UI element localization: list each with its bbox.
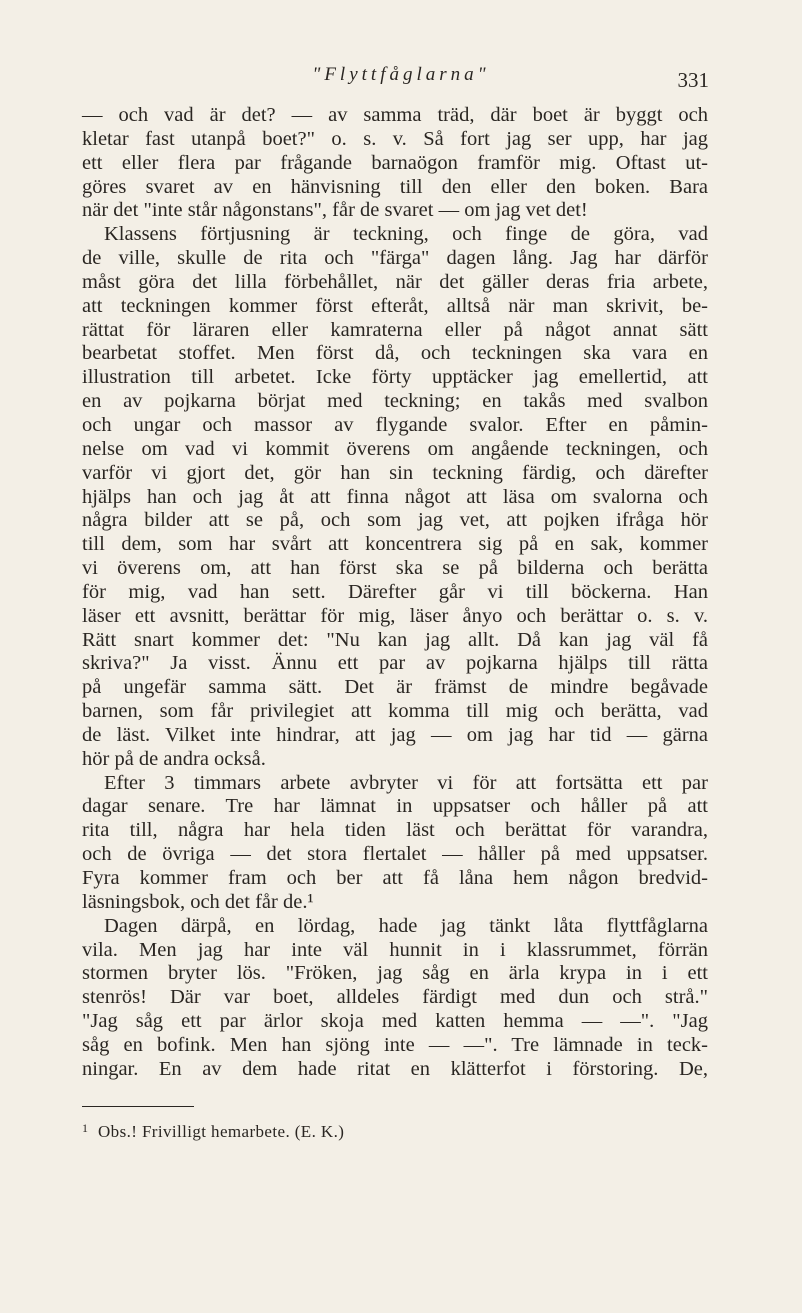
text-line: och ungar och massor av flygande svalor. Efter en påmin- [82,413,708,436]
text-line: läsningsbok, och det får de.¹ [82,890,314,913]
text-line: barnen, som får privilegiet att komma till mig och berätta, vad [82,700,708,723]
text-line: illustration till arbetet. Icke förty upptäcker jag emellertid, att [82,366,708,389]
text-line: när det "inte står någonstans", får de svaret — om jag vet det! [82,199,588,222]
footnote [82,1117,344,1143]
text-line: dagar senare. Tre har lämnat in uppsatser och håller på att [82,795,708,818]
text-line: — och vad är det? — av samma träd, där boet är byggt och [82,104,708,126]
text-line: Klassens förtjusning är teckning, och finge de göra, vad [104,223,708,246]
body-text [82,104,708,1082]
text-line: hör på de andra också. [82,747,266,770]
text-line: "Jag såg ett par ärlor skoja med katten hemma — —". "Jag [82,1010,708,1033]
text-line: stormen bryter lös. "Fröken, jag såg en ärla krypa in i ett [82,962,708,985]
text-line: såg en bofink. Men han sjöng inte — —". Tre lämnade in teck- [82,1033,708,1056]
text-line: Fyra kommer fram och ber att få låna hem någon bredvid- [82,867,708,889]
text-line: de läst. Vilket inte hindrar, att jag — om jag har tid — gärna [82,723,708,746]
text-line: hjälps han och jag åt att finna något att läsa om svalorna och [82,485,708,508]
text-line: måst göra det lilla förbehållet, när det gäller deras fria arbete, [82,270,708,293]
text-line: skriva?" Ja visst. Ännu ett par av pojkarna hjälps till rätta [82,652,708,675]
footnote-rule [82,1106,194,1107]
text-line: rita till, några har hela tiden läst och berättat för varandra, [82,819,708,842]
running-title: "Flyttfåglarna" [312,64,490,85]
text-line: stenrös! Där var boet, alldeles färdigt med dun och strå." [82,986,708,1009]
text-line: på ungefär samma sätt. Det är främst de mindre begåvade [82,676,708,699]
text-line: att teckningen kommer först efteråt, alltså när man skrivit, be- [82,294,708,317]
text-line: läser ett avsnitt, berättar för mig, läser ånyo och berättar o. s. v. [82,604,708,627]
running-head [0,64,802,94]
page-number: 331 [677,68,709,92]
footnote-text: Obs.! Frivilligt hemarbete. (E. K.) [98,1122,345,1141]
text-line: Dagen därpå, en lördag, hade jag tänkt låta flyttfåglarna [104,914,708,937]
text-line: vi överens om, att han först ska se på bilderna och berätta [82,557,708,580]
text-line: ett eller flera par frågande barnaögon framför mig. Oftast ut- [82,151,708,174]
footnote-marker: 1 [82,1121,88,1135]
text-line: rättat för läraren eller kamraterna eller på något annat sätt [82,318,708,341]
text-line: Rätt snart kommer det: "Nu kan jag allt. Då kan jag väl få [82,628,708,651]
text-line: en av pojkarna börjat med teckning; en takås med svalbon [82,390,708,413]
text-line: bearbetat stoffet. Men först då, och teckningen ska vara en [82,342,708,365]
text-line: och de övriga — det stora flertalet — håller på med uppsatser. [82,843,708,866]
text-line: ningar. En av dem hade ritat en klätterfot i förstoring. De, [82,1057,708,1080]
text-line: vila. Men jag har inte väl hunnit in i klassrummet, förrän [82,938,708,961]
text-line: för mig, vad han sett. Därefter går vi till böckerna. Han [82,580,708,603]
text-line: till dem, som har svårt att koncentrera sig på en sak, kommer [82,533,708,556]
text-line: göres svaret av en hänvisning till den eller den boken. Bara [82,175,708,198]
text-line: Efter 3 timmars arbete avbryter vi för att fortsätta ett par [104,771,708,794]
text-line: varför vi gjort det, gör han sin teckning färdig, och därefter [82,461,708,484]
text-line: nelse om vad vi kommit överens om angående teckningen, och [82,437,708,460]
text-line: några bilder att se på, och som jag vet, att pojken ifråga hör [82,509,708,532]
text-line: kletar fast utanpå boet?" o. s. v. Så fort jag ser upp, har jag [82,127,708,150]
text-line: de ville, skulle de rita och "färga" dagen lång. Jag har därför [82,247,708,270]
